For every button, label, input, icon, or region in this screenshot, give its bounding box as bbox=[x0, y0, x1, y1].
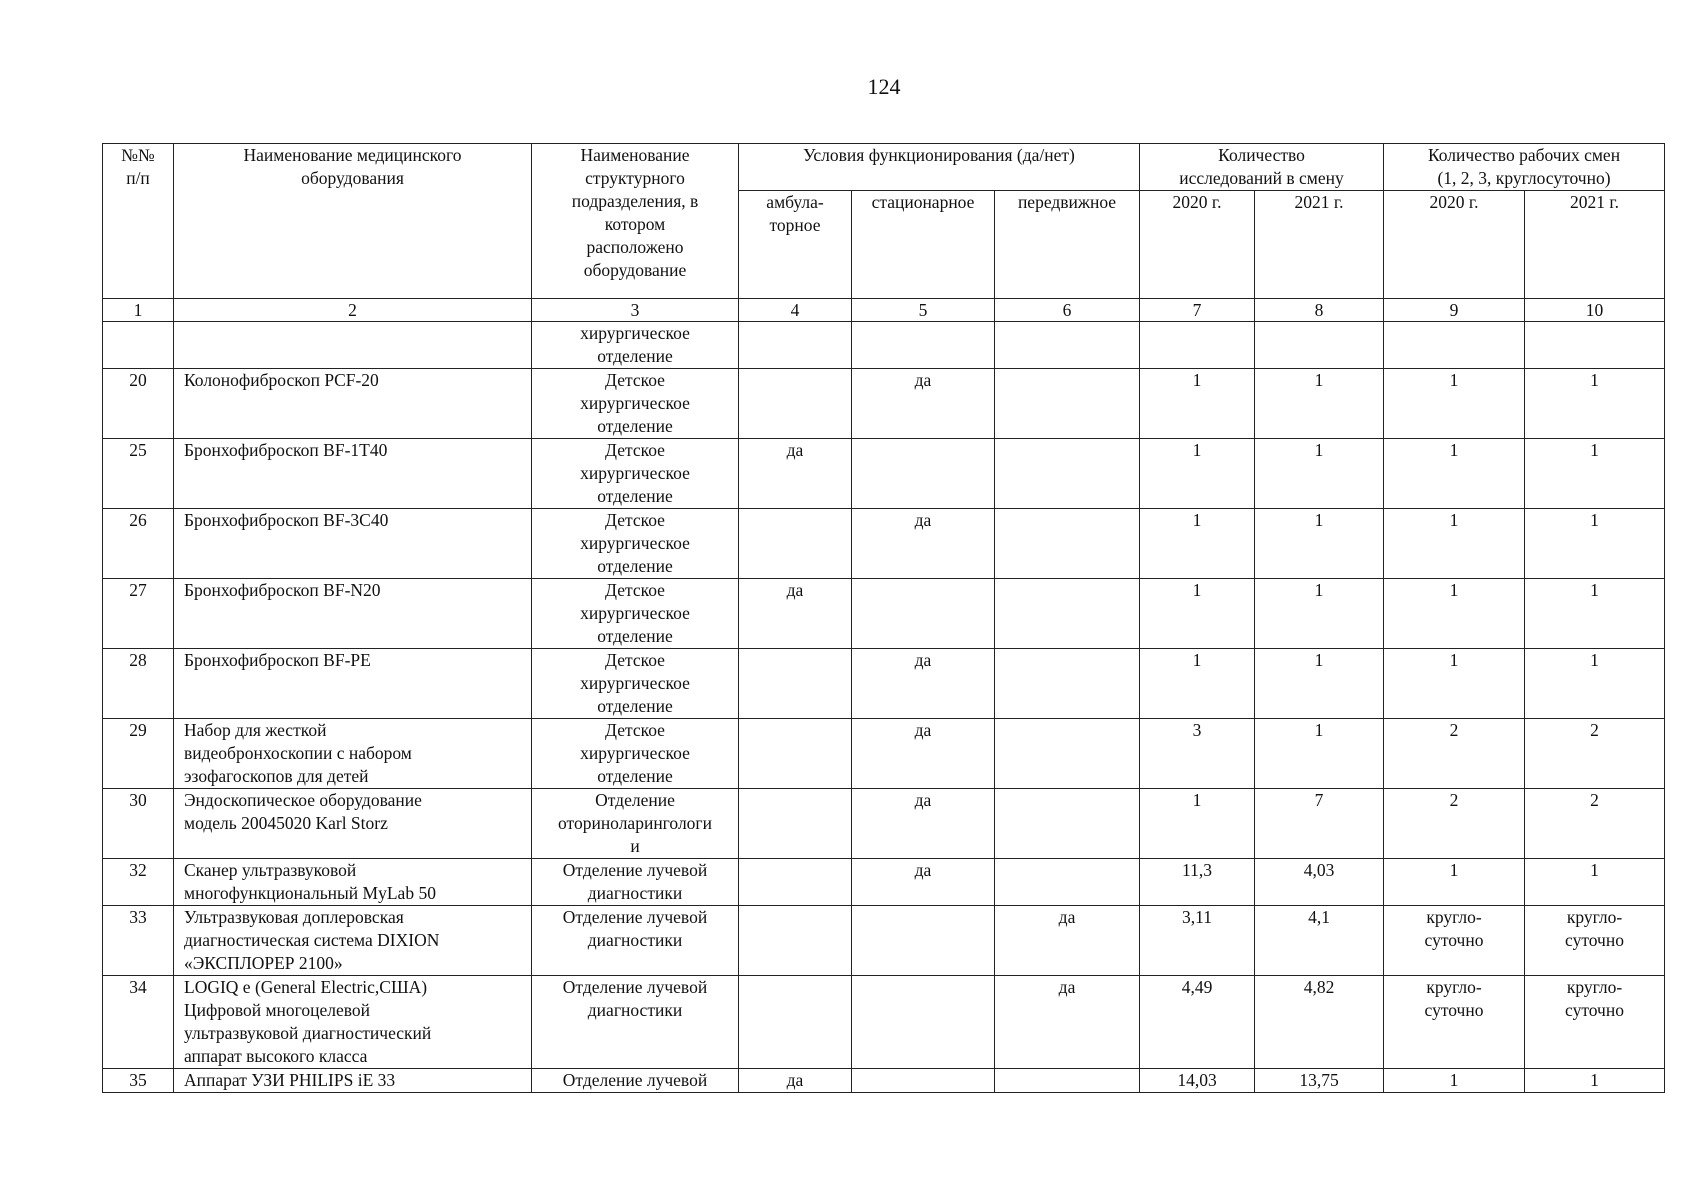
header-outpatient: амбула- торное bbox=[739, 191, 852, 299]
studies-2021: 1 bbox=[1255, 719, 1384, 789]
outpatient-flag: да bbox=[739, 1069, 852, 1093]
column-number: 7 bbox=[1140, 299, 1255, 322]
header-shifts-2021: 2021 г. bbox=[1525, 191, 1665, 299]
studies-2021 bbox=[1255, 322, 1384, 369]
header-studies-per-shift: Количество исследований в смену bbox=[1140, 144, 1384, 191]
shifts-2021: 1 bbox=[1525, 579, 1665, 649]
outpatient-flag bbox=[739, 906, 852, 976]
header-department: Наименование структурного подразделения, в котором расположено оборудование bbox=[532, 144, 739, 299]
department: Детское хирургическое отделение bbox=[532, 509, 739, 579]
studies-2020: 1 bbox=[1140, 439, 1255, 509]
studies-2020: 1 bbox=[1140, 579, 1255, 649]
department: хирургическое отделение bbox=[532, 322, 739, 369]
inpatient-flag bbox=[852, 906, 995, 976]
header-number: №№ п/п bbox=[103, 144, 174, 299]
department: Отделение лучевой диагностики bbox=[532, 976, 739, 1069]
row-number: 34 bbox=[103, 976, 174, 1069]
mobile-flag bbox=[995, 369, 1140, 439]
outpatient-flag bbox=[739, 322, 852, 369]
equipment-name: Бронхофиброскоп BF-3C40 bbox=[174, 509, 532, 579]
mobile-flag bbox=[995, 719, 1140, 789]
outpatient-flag bbox=[739, 719, 852, 789]
mobile-flag bbox=[995, 789, 1140, 859]
shifts-2020: 1 bbox=[1384, 859, 1525, 906]
table-row bbox=[103, 1069, 1665, 1093]
shifts-2021: 1 bbox=[1525, 649, 1665, 719]
shifts-2021: 1 bbox=[1525, 1069, 1665, 1093]
department: Детское хирургическое отделение bbox=[532, 369, 739, 439]
column-number: 8 bbox=[1255, 299, 1384, 322]
inpatient-flag: да bbox=[852, 369, 995, 439]
column-number-row bbox=[103, 299, 1665, 322]
studies-2020: 1 bbox=[1140, 649, 1255, 719]
shifts-2021: 1 bbox=[1525, 859, 1665, 906]
inpatient-flag bbox=[852, 1069, 995, 1093]
equipment-name bbox=[174, 322, 532, 369]
equipment-table bbox=[102, 143, 1665, 1093]
outpatient-flag bbox=[739, 976, 852, 1069]
studies-2020: 1 bbox=[1140, 789, 1255, 859]
shifts-2021: 2 bbox=[1525, 719, 1665, 789]
table-row bbox=[103, 649, 1665, 719]
header-equipment-name: Наименование медицинского оборудования bbox=[174, 144, 532, 299]
equipment-name: Бронхофиброскоп BF-1T40 bbox=[174, 439, 532, 509]
row-number: 30 bbox=[103, 789, 174, 859]
outpatient-flag bbox=[739, 859, 852, 906]
studies-2021: 1 bbox=[1255, 579, 1384, 649]
column-number: 5 bbox=[852, 299, 995, 322]
page-number: 124 bbox=[867, 74, 901, 99]
studies-2020: 3,11 bbox=[1140, 906, 1255, 976]
table-row bbox=[103, 976, 1665, 1069]
header-studies-2021: 2021 г. bbox=[1255, 191, 1384, 299]
table-row bbox=[103, 789, 1665, 859]
equipment-name: Эндоскопическое оборудование модель 20045020 Karl Storz bbox=[174, 789, 532, 859]
equipment-name: Набор для жесткой видеобронхоскопии с набором эзофагоскопов для детей bbox=[174, 719, 532, 789]
row-number: 35 bbox=[103, 1069, 174, 1093]
department: Детское хирургическое отделение bbox=[532, 649, 739, 719]
outpatient-flag: да bbox=[739, 579, 852, 649]
table-row bbox=[103, 906, 1665, 976]
mobile-flag bbox=[995, 509, 1140, 579]
table-row bbox=[103, 439, 1665, 509]
row-number: 33 bbox=[103, 906, 174, 976]
mobile-flag: да bbox=[995, 906, 1140, 976]
shifts-2020: кругло- суточно bbox=[1384, 976, 1525, 1069]
shifts-2020: 2 bbox=[1384, 719, 1525, 789]
inpatient-flag: да bbox=[852, 719, 995, 789]
table-row bbox=[103, 509, 1665, 579]
row-number: 25 bbox=[103, 439, 174, 509]
header-shifts-2020: 2020 г. bbox=[1384, 191, 1525, 299]
outpatient-flag: да bbox=[739, 439, 852, 509]
studies-2021: 1 bbox=[1255, 649, 1384, 719]
equipment-name: Ультразвуковая доплеровская диагностическая система DIXION «ЭКСПЛОРЕР 2100» bbox=[174, 906, 532, 976]
column-number: 1 bbox=[103, 299, 174, 322]
shifts-2021: 1 bbox=[1525, 369, 1665, 439]
shifts-2021 bbox=[1525, 322, 1665, 369]
studies-2020: 1 bbox=[1140, 369, 1255, 439]
shifts-2020: 1 bbox=[1384, 1069, 1525, 1093]
inpatient-flag bbox=[852, 439, 995, 509]
outpatient-flag bbox=[739, 789, 852, 859]
studies-2020: 4,49 bbox=[1140, 976, 1255, 1069]
table-row bbox=[103, 579, 1665, 649]
department: Отделение лучевой диагностики bbox=[532, 906, 739, 976]
table-row bbox=[103, 369, 1665, 439]
studies-2021: 1 bbox=[1255, 509, 1384, 579]
studies-2020: 14,03 bbox=[1140, 1069, 1255, 1093]
shifts-2021: 1 bbox=[1525, 439, 1665, 509]
equipment-name: Колонофиброскоп PCF-20 bbox=[174, 369, 532, 439]
studies-2021: 13,75 bbox=[1255, 1069, 1384, 1093]
shifts-2021: 2 bbox=[1525, 789, 1665, 859]
shifts-2020: 2 bbox=[1384, 789, 1525, 859]
mobile-flag bbox=[995, 579, 1140, 649]
row-number: 28 bbox=[103, 649, 174, 719]
studies-2020: 3 bbox=[1140, 719, 1255, 789]
studies-2020: 1 bbox=[1140, 509, 1255, 579]
equipment-name: Бронхофиброскоп BF-PE bbox=[174, 649, 532, 719]
mobile-flag bbox=[995, 859, 1140, 906]
header-mobile: передвижное bbox=[995, 191, 1140, 299]
mobile-flag: да bbox=[995, 976, 1140, 1069]
row-number: 20 bbox=[103, 369, 174, 439]
mobile-flag bbox=[995, 1069, 1140, 1093]
studies-2020 bbox=[1140, 322, 1255, 369]
shifts-2020: 1 bbox=[1384, 649, 1525, 719]
outpatient-flag bbox=[739, 649, 852, 719]
column-number: 4 bbox=[739, 299, 852, 322]
department: Отделение лучевой диагностики bbox=[532, 859, 739, 906]
studies-2021: 1 bbox=[1255, 439, 1384, 509]
row-number bbox=[103, 322, 174, 369]
inpatient-flag: да bbox=[852, 509, 995, 579]
row-number: 27 bbox=[103, 579, 174, 649]
shifts-2020: 1 bbox=[1384, 579, 1525, 649]
shifts-2020: кругло- суточно bbox=[1384, 906, 1525, 976]
column-number: 9 bbox=[1384, 299, 1525, 322]
mobile-flag bbox=[995, 439, 1140, 509]
outpatient-flag bbox=[739, 369, 852, 439]
row-number: 26 bbox=[103, 509, 174, 579]
inpatient-flag: да bbox=[852, 789, 995, 859]
row-number: 32 bbox=[103, 859, 174, 906]
table-row bbox=[103, 719, 1665, 789]
studies-2020: 11,3 bbox=[1140, 859, 1255, 906]
inpatient-flag: да bbox=[852, 859, 995, 906]
inpatient-flag bbox=[852, 976, 995, 1069]
shifts-2020 bbox=[1384, 322, 1525, 369]
mobile-flag bbox=[995, 649, 1140, 719]
equipment-name: LOGIQ e (General Electric,США) Цифровой многоцелевой ультразвуковой диагностический аппарат высокого класса bbox=[174, 976, 532, 1069]
outpatient-flag bbox=[739, 509, 852, 579]
department: Отделение лучевой bbox=[532, 1069, 739, 1093]
studies-2021: 4,03 bbox=[1255, 859, 1384, 906]
shifts-2020: 1 bbox=[1384, 369, 1525, 439]
header-studies-2020: 2020 г. bbox=[1140, 191, 1255, 299]
mobile-flag bbox=[995, 322, 1140, 369]
studies-2021: 4,1 bbox=[1255, 906, 1384, 976]
shifts-2021: 1 bbox=[1525, 509, 1665, 579]
row-number: 29 bbox=[103, 719, 174, 789]
studies-2021: 4,82 bbox=[1255, 976, 1384, 1069]
header-conditions: Условия функционирования (да/нет) bbox=[739, 144, 1140, 191]
department: Детское хирургическое отделение bbox=[532, 579, 739, 649]
equipment-name: Аппарат УЗИ PHILIPS iE 33 bbox=[174, 1069, 532, 1093]
shifts-2020: 1 bbox=[1384, 509, 1525, 579]
shifts-2021: кругло- суточно bbox=[1525, 906, 1665, 976]
inpatient-flag bbox=[852, 322, 995, 369]
inpatient-flag bbox=[852, 579, 995, 649]
equipment-name: Бронхофиброскоп BF-N20 bbox=[174, 579, 532, 649]
table-row bbox=[103, 859, 1665, 906]
equipment-name: Сканер ультразвуковой многофункциональный MyLab 50 bbox=[174, 859, 532, 906]
column-number: 6 bbox=[995, 299, 1140, 322]
studies-2021: 1 bbox=[1255, 369, 1384, 439]
studies-2021: 7 bbox=[1255, 789, 1384, 859]
header-inpatient: стационарное bbox=[852, 191, 995, 299]
column-number: 3 bbox=[532, 299, 739, 322]
department: Детское хирургическое отделение bbox=[532, 719, 739, 789]
shifts-2020: 1 bbox=[1384, 439, 1525, 509]
department: Детское хирургическое отделение bbox=[532, 439, 739, 509]
column-number: 2 bbox=[174, 299, 532, 322]
table-row bbox=[103, 322, 1665, 369]
column-number: 10 bbox=[1525, 299, 1665, 322]
header-work-shifts: Количество рабочих смен (1, 2, 3, круглосуточно) bbox=[1384, 144, 1665, 191]
department: Отделение оториноларингологи и bbox=[532, 789, 739, 859]
shifts-2021: кругло- суточно bbox=[1525, 976, 1665, 1069]
header-row-top bbox=[103, 144, 1665, 191]
inpatient-flag: да bbox=[852, 649, 995, 719]
